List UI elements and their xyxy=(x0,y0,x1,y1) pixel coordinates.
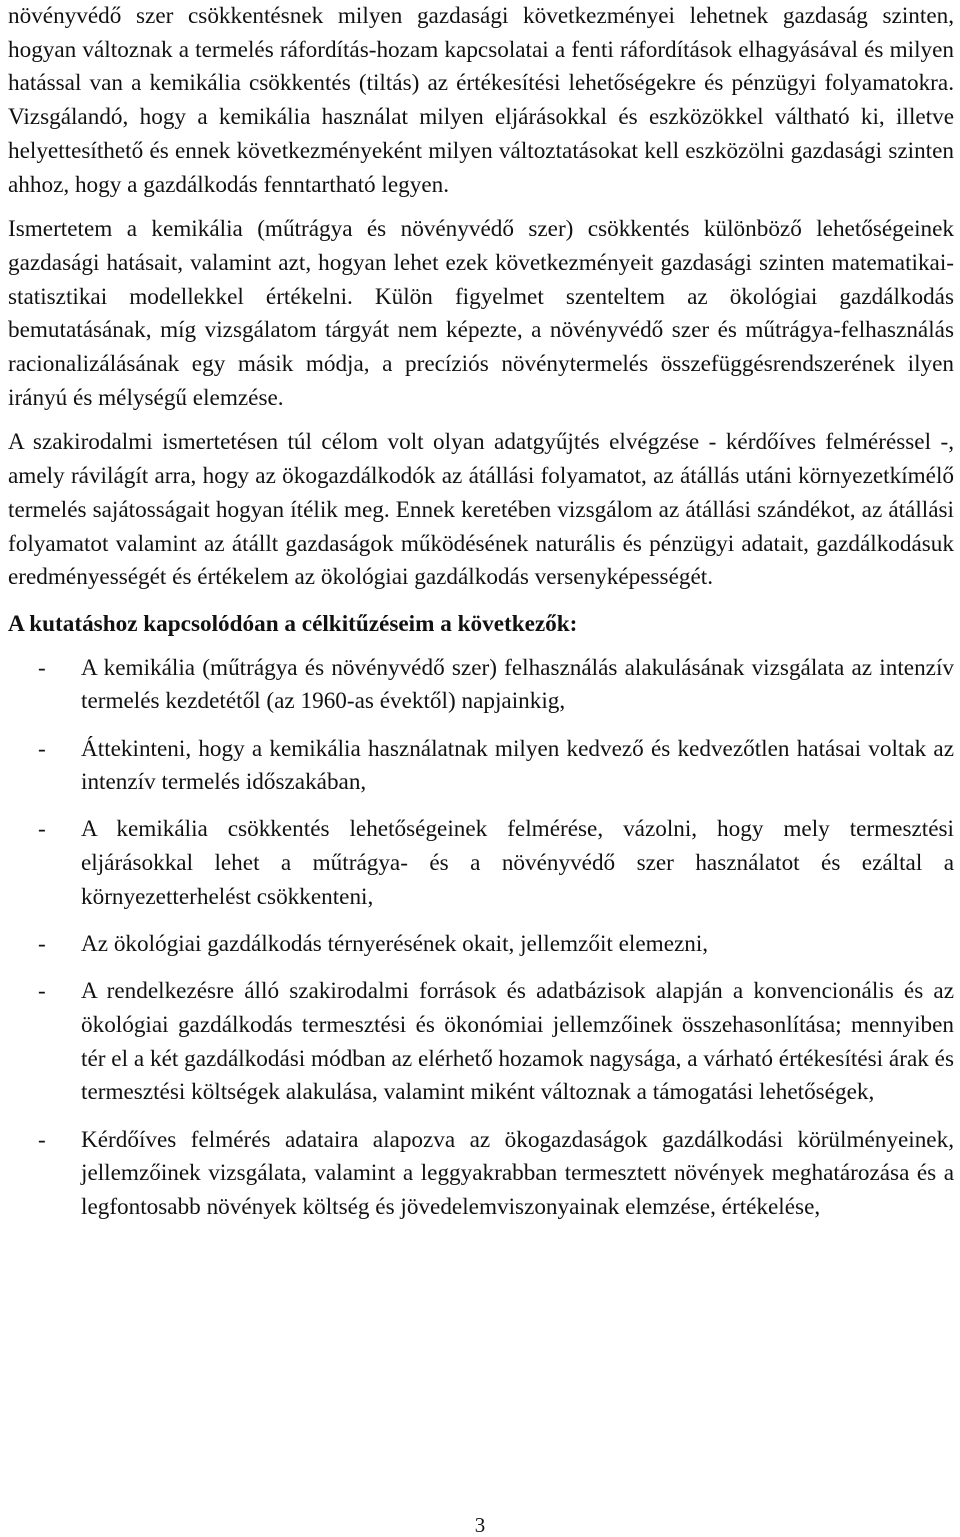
list-item xyxy=(8,652,954,719)
list-item-text: A rendelkezésre álló szakirodalmi források és adatbázisok alapján a konvencionális és az ökológiai gazdálkodás termesztési és ökonómiai jellemzőinek összehasonlítása; mennyiben tér el a két gazdálkodási módban az elérhető hozamok nagysága, a várható értékesítési árak és termesztési költségek alakulása, valamint miként változnak a támogatási lehetőségek, xyxy=(81,978,954,1106)
objectives-list xyxy=(8,652,954,1225)
body-paragraph-1: növényvédő szer csökkentésnek milyen gazdasági következményei lehetnek gazdaság szinten, hogyan változnak a termelés ráfordítás-hozam kapcsolatai a fenti ráfordítások elhagyásával és milyen hatással van a kemikália csökkentés (tiltás) az értékesítési lehetőségekre és pénzügyi folyamatokra. Vizsgálandó, hogy a kemikália használat milyen eljárásokkal és eszközökkel váltható ki, illetve helyettesíthető és ennek következményeként milyen változtatásokat kell eszközölni gazdasági szinten ahhoz, hogy a gazdálkodás fenntartható legyen. xyxy=(8,3,954,198)
list-item-text: Áttekinteni, hogy a kemikália használatnak milyen kedvező és kedvezőtlen hatásai voltak az intenzív termelés időszakában, xyxy=(81,735,954,796)
bullet-dash: - xyxy=(38,931,46,958)
list-item xyxy=(8,1124,954,1225)
list-item xyxy=(8,928,954,962)
list-item-text: Az ökológiai gazdálkodás térnyerésének okait, jellemzőit elemezni, xyxy=(81,931,709,958)
list-item xyxy=(8,733,954,800)
bullet-dash: - xyxy=(38,1126,46,1153)
list-item-text: Kérdőíves felmérés adataira alapozva az ökogazdaságok gazdálkodási körülményeinek, jellemzőinek vizsgálata, valamint a leggyakrabban termesztett növények meghatározása és a legfontosabb növények költség és jövedelemviszonyainak elemzése, értékelése, xyxy=(81,1126,954,1220)
list-item-text: A kemikália (műtrágya és növényvédő szer) felhasználás alakulásának vizsgálata az intenzív termelés kezdetétől (az 1960-as évektől) napjainkig, xyxy=(81,654,954,715)
page-number: 3 xyxy=(474,1513,486,1537)
list-item xyxy=(8,813,954,914)
list-item-text: A kemikália csökkentés lehetőségeinek felmérése, vázolni, hogy mely termesztési eljárásokkal lehet a műtrágya- és a növényvédő szer használatot és ezáltal a környezetterhelést csökkenteni, xyxy=(81,816,954,910)
bullet-dash: - xyxy=(38,816,46,843)
objectives-heading: A kutatáshoz kapcsolódóan a célkitűzéseim a következők: xyxy=(8,610,578,637)
body-paragraph-3: A szakirodalmi ismertetésen túl célom volt olyan adatgyűjtés elvégzése - kérdőíves felméréssel -, amely rávilágít arra, hogy az ökogazdálkodók az átállási folyamatot, az átállás utáni környezetkímélő termelés sajátosságait hogyan ítélik meg. Ennek keretében vizsgálom az átállási szándékot, az átállási folyamatot valamint az átállt gazdaságok működésének naturális és pénzügyi adatait, gazdálkodásuk eredményességét és értékelem az ökológiai gazdálkodás versenyképességét. xyxy=(8,429,954,591)
bullet-dash: - xyxy=(38,978,46,1005)
body-paragraph-2: Ismertetem a kemikália (műtrágya és növényvédő szer) csökkentés különböző lehetőségeinek gazdasági hatásait, valamint azt, hogyan lehet ezek következményeit gazdasági szinten matematikai-statisztikai modellekkel értékelni. Külön figyelmet szenteltem az ökológiai gazdálkodás bemutatásának, míg vizsgálatom tárgyát nem képezte, a növényvédő szer és műtrágya-felhasználás racionalizálásának egy másik módja, a precíziós növénytermelés összefüggésrendszerének ilyen irányú és mélységű elemzése. xyxy=(8,216,954,411)
list-item xyxy=(8,975,954,1110)
document-page xyxy=(8,0,954,1238)
bullet-dash: - xyxy=(38,735,46,762)
bullet-dash: - xyxy=(38,654,46,681)
